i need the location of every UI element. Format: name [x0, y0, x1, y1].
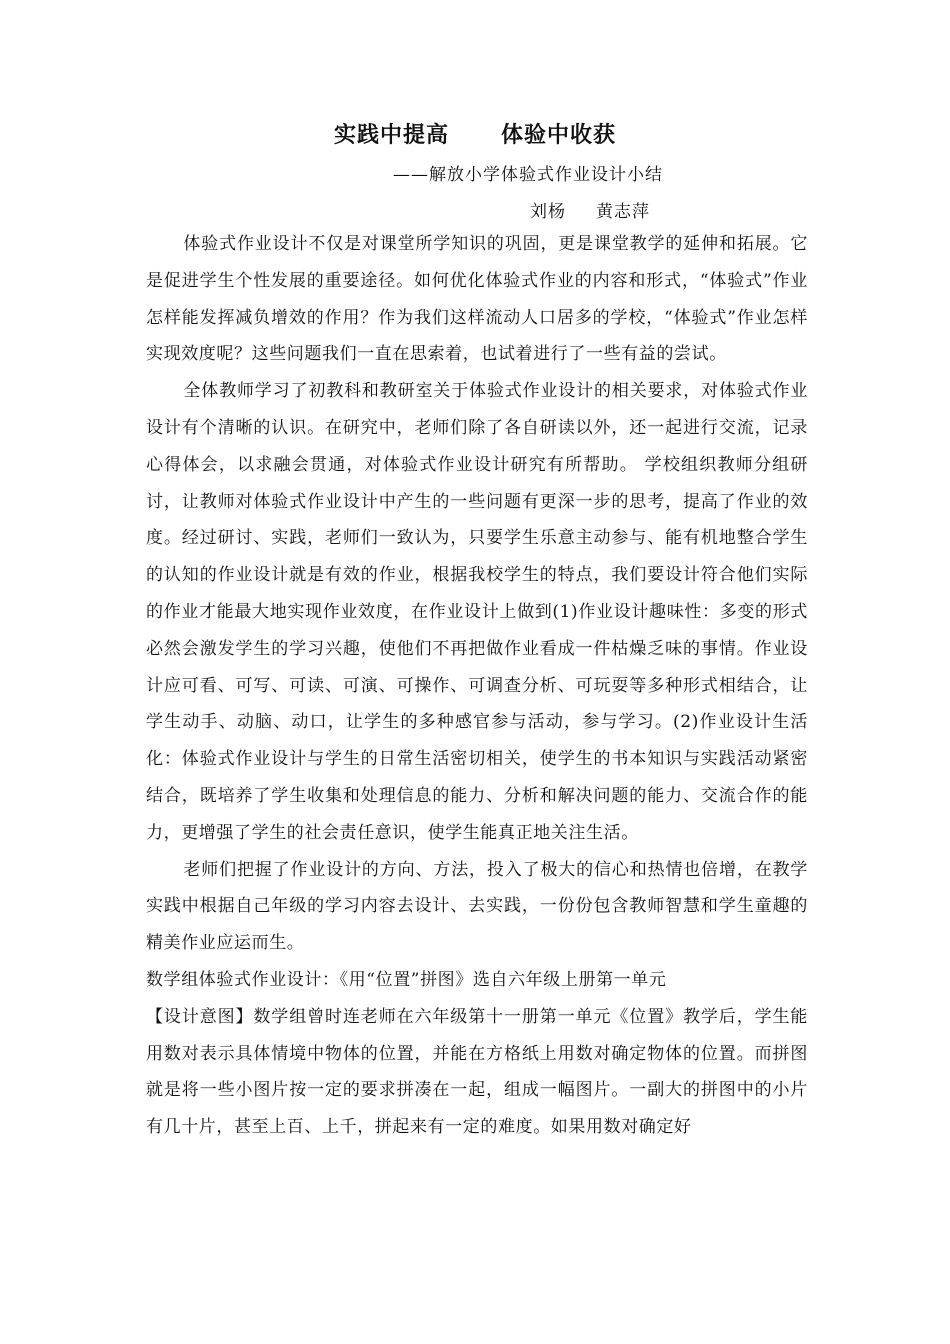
- author-2: 黄志萍: [596, 202, 650, 222]
- paragraph-practice: 老师们把握了作业设计的方向、方法，投入了极大的信心和热情也倍增，在教学实践中根据自己年级的学习内容去设计、去实践，一份份包含教师智慧和学生童趣的精美作业应运而生。: [146, 859, 808, 954]
- paragraph-math-design-heading: 数学组体验式作业设计：《用“位置”拼图》选自六年级上册第一单元: [146, 969, 667, 990]
- paragraph-study: 全体教师学习了初教科和教研室关于体验式作业设计的相关要求，对体验式作业设计有个清晰的认识。在研究中，老师们除了各自研读以外，还一起进行交流，记录心得体会，以求融会贯通，对体验式作业设计研究有所帮助。 学校组织教师分组研讨，让教师对体验式作业设计中产生的一些问题有更深一步的思考，提高了作业的效度。经过研讨、实践，老师们一致认为，只要学生乐意主动参与、能有机地整合学生的认知的作业设计就是有效的作业，根据我校学生的特点，我们要设计符合他们实际的作业才能最大地实现作业效度，在作业设计上做到(1)作业设计趣味性：多变的形式必然会激发学生的学习兴趣，使他们不再把做作业看成一件枯燥乏味的事情。作业设计应可看、可写、可读、可演、可操作、可调查分析、可玩耍等多种形式相结合，让学生动手、动脑、动口，让学生的多种感官参与活动，参与学习。(2)作业设计生活化：体验式作业设计与学生的日常生活密切相关，使学生的书本知识与实践活动紧密结合，既培养了学生收集和处理信息的能力、分析和解决问题的能力、交流合作的能力，更增强了学生的社会责任意识，使学生能真正地关注生活。: [146, 381, 808, 843]
- author-1: 刘杨: [530, 202, 566, 222]
- document-body: [146, 226, 808, 1146]
- document-title: [0, 118, 950, 149]
- document-subtitle: ——解放小学体验式作业设计小结: [393, 165, 663, 185]
- paragraph-design-intent: 【设计意图】数学组曾时连老师在六年级第十一册第一单元《位置》教学后，学生能用数对表示具体情境中物体的位置，并能在方格纸上用数对确定物体的位置。而拼图就是将一些小图片按一定的要求拼凑在一起，组成一幅图片。一副大的拼图中的小片有几十片，甚至上百、上千，拼起来有一定的难度。如果用数对确定好: [146, 1006, 808, 1138]
- document-authors: [530, 197, 650, 222]
- paragraph-intro: 体验式作业设计不仅是对课堂所学知识的巩固，更是课堂教学的延伸和拓展。它是促进学生个性发展的重要途径。如何优化体验式作业的内容和形式，“体验式”作业怎样能发挥减负增效的作用？作为我们这样流动人口居多的学校，“体验式”作业怎样实现效度呢？这些问题我们一直在思索着，也试着进行了一些有益的尝试。: [146, 234, 808, 365]
- title-part-2: 体验中收获: [501, 122, 617, 148]
- title-part-1: 实践中提高: [333, 122, 449, 148]
